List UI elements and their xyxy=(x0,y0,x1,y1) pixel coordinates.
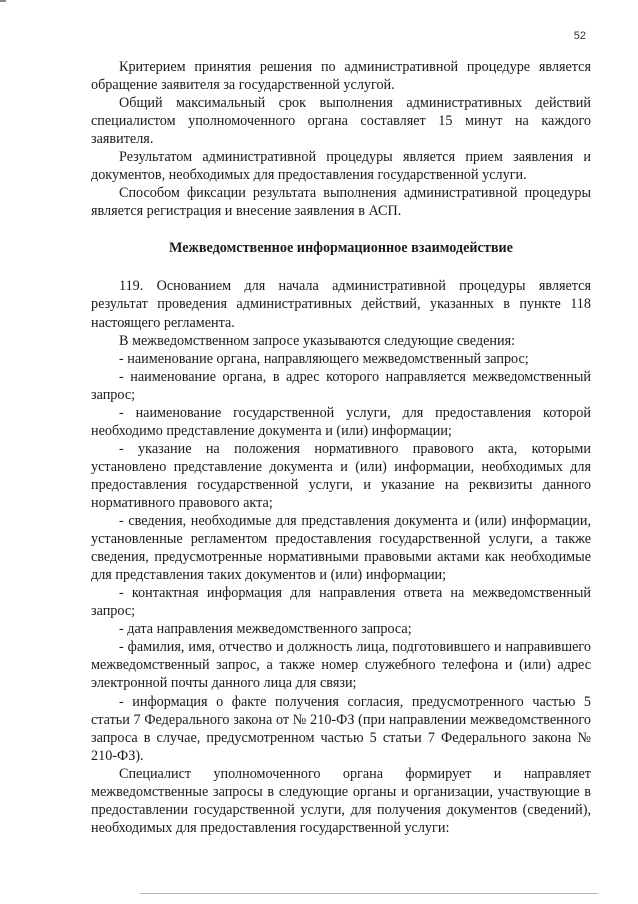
scan-artifact xyxy=(0,0,6,2)
list-item-recipient-organ: - наименование органа, в адрес которого направляется межведомственный запрос; xyxy=(91,368,591,403)
list-item-contact-info: - контактная информация для направления ответа на межведомственный запрос; xyxy=(91,585,591,620)
paragraph-request-contents-intro: В межведомственном запросе указываются следующие сведения: xyxy=(119,332,516,349)
list-item-service-name: - наименование государственной услуги, для предоставления которой необходимо представление документа и (или) информации; xyxy=(91,404,591,439)
paragraph-max-duration: Общий максимальный срок выполнения административных действий специалистом уполномоченного органа составляет 15 минут на каждого заявителя. xyxy=(91,95,591,148)
list-item-required-info: - сведения, необходимые для представления документа и (или) информации, установленные регламентом предоставления государственной услуги, а также сведения, предусмотренные нормативными правовыми актами как необходимые для представления таких документов и (или) информации; xyxy=(91,513,591,584)
paragraph-119-basis: 119. Основанием для начала административной процедуры является результат проведения административных действий, указанных в пункте 118 настоящего регламента. xyxy=(91,278,591,331)
paragraph-decision-criterion: Критерием принятия решения по административной процедуре является обращение заявителя за государственной услугой. xyxy=(91,59,591,94)
section-title: Межведомственное информационное взаимодействие xyxy=(169,240,513,257)
paragraph-specialist-requests: Специалист уполномоченного органа формирует и направляет межведомственные запросы в следующие органы и организации, участвующие в предоставлении государственной услуги, для получения документов (сведений), необходимых для предоставления государственной услуги: xyxy=(91,765,591,836)
paragraph-fixation-method: Способом фиксации результата выполнения административной процедуры является регистрация и внесение заявления в АСП. xyxy=(91,185,591,220)
scan-bottom-edge xyxy=(140,893,598,894)
document-body xyxy=(91,58,591,837)
list-item-request-date: - дата направления межведомственного запроса; xyxy=(119,621,412,638)
page-number: 52 xyxy=(573,30,586,42)
list-item-legal-act: - указание на положения нормативного правового акта, которыми установлено представление документа и (или) информации, необходимых для предоставления государственной услуги, и указание на реквизиты данного нормативного правового акта; xyxy=(91,440,591,511)
list-item-sending-organ: - наименование органа, направляющего межведомственный запрос; xyxy=(119,350,529,367)
paragraph-procedure-result: Результатом административной процедуры является прием заявления и документов, необходимых для предоставления государственной услуги. xyxy=(91,149,591,184)
list-item-consent-info: - информация о факте получения согласия, предусмотренного частью 5 статьи 7 Федерального закона от № 210-ФЗ (при направлении межведомственного запроса в случае, предусмотренном частью 5 статьи 7 Федерального закона № 210-ФЗ). xyxy=(91,693,591,764)
list-item-responsible-person: - фамилия, имя, отчество и должность лица, подготовившего и направившего межведомственный запрос, а также номер служебного телефона и (или) адрес электронной почты данного лица для связи; xyxy=(91,639,591,692)
